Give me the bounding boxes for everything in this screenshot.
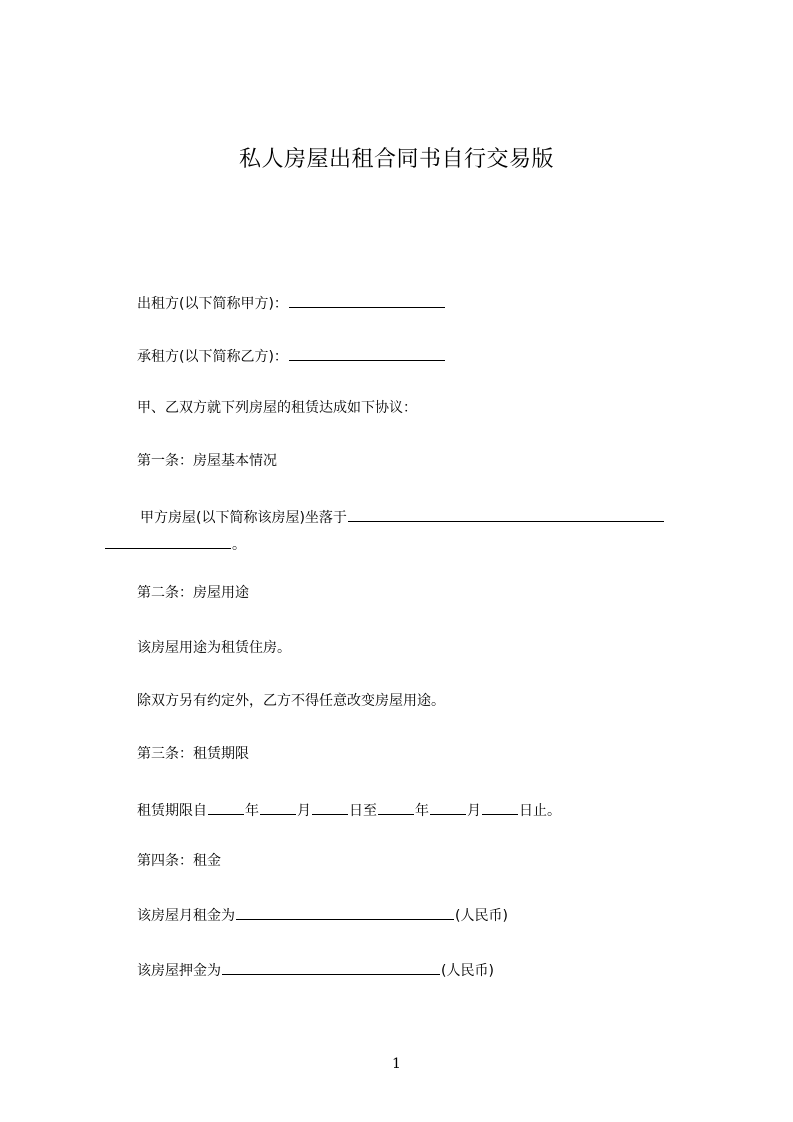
end-month-blank[interactable] [430,800,466,815]
lessor-line [137,293,446,313]
intro-text: 甲、乙双方就下列房屋的租赁达成如下协议： [137,400,417,416]
deposit-currency: (人民币) [441,963,494,979]
day-label-1: 日至 [349,803,377,819]
article1-text-line [140,507,665,527]
article1-continuation [105,534,246,554]
lessor-label: 出租方(以下简称甲方)： [137,296,288,312]
month-label-2: 月 [467,803,481,819]
article2-p2: 除双方另有约定外，乙方不得任意改变房屋用途。 [137,693,445,709]
document-title: 私人房屋出租合同书自行交易版 [238,147,554,172]
start-year-blank[interactable] [208,800,244,815]
rent-blank[interactable] [236,905,454,920]
day-label-2: 日止。 [519,803,561,819]
start-day-blank[interactable] [312,800,348,815]
lessor-blank[interactable] [289,293,445,308]
start-month-blank[interactable] [260,800,296,815]
month-label-1: 月 [297,803,311,819]
deposit-label: 该房屋押金为 [137,963,221,979]
article1-end: 。 [232,537,246,553]
address-blank[interactable] [348,507,664,522]
page-number: 1 [392,1056,401,1072]
year-label-1: 年 [245,803,259,819]
end-year-blank[interactable] [378,800,414,815]
article3-term-line [137,800,561,820]
end-day-blank[interactable] [482,800,518,815]
rent-line [137,905,508,925]
article2-p1: 该房屋用途为租赁住房。 [137,640,291,656]
article3-heading: 第三条：租赁期限 [137,746,249,762]
article4-heading: 第四条：租金 [137,853,221,869]
lessee-line [137,346,446,366]
article2-heading: 第二条：房屋用途 [137,585,249,601]
address-blank-cont[interactable] [105,534,231,549]
term-start-label: 租赁期限自 [137,803,207,819]
rent-label: 该房屋月租金为 [137,908,235,924]
lessee-label: 承租方(以下简称乙方)： [137,349,288,365]
deposit-line [137,960,494,980]
article1-heading: 第一条：房屋基本情况 [137,453,277,469]
article1-text: 甲方房屋(以下简称该房屋)坐落于 [140,510,347,526]
year-label-2: 年 [415,803,429,819]
rent-currency: (人民币) [455,908,508,924]
deposit-blank[interactable] [222,960,440,975]
lessee-blank[interactable] [289,346,445,361]
